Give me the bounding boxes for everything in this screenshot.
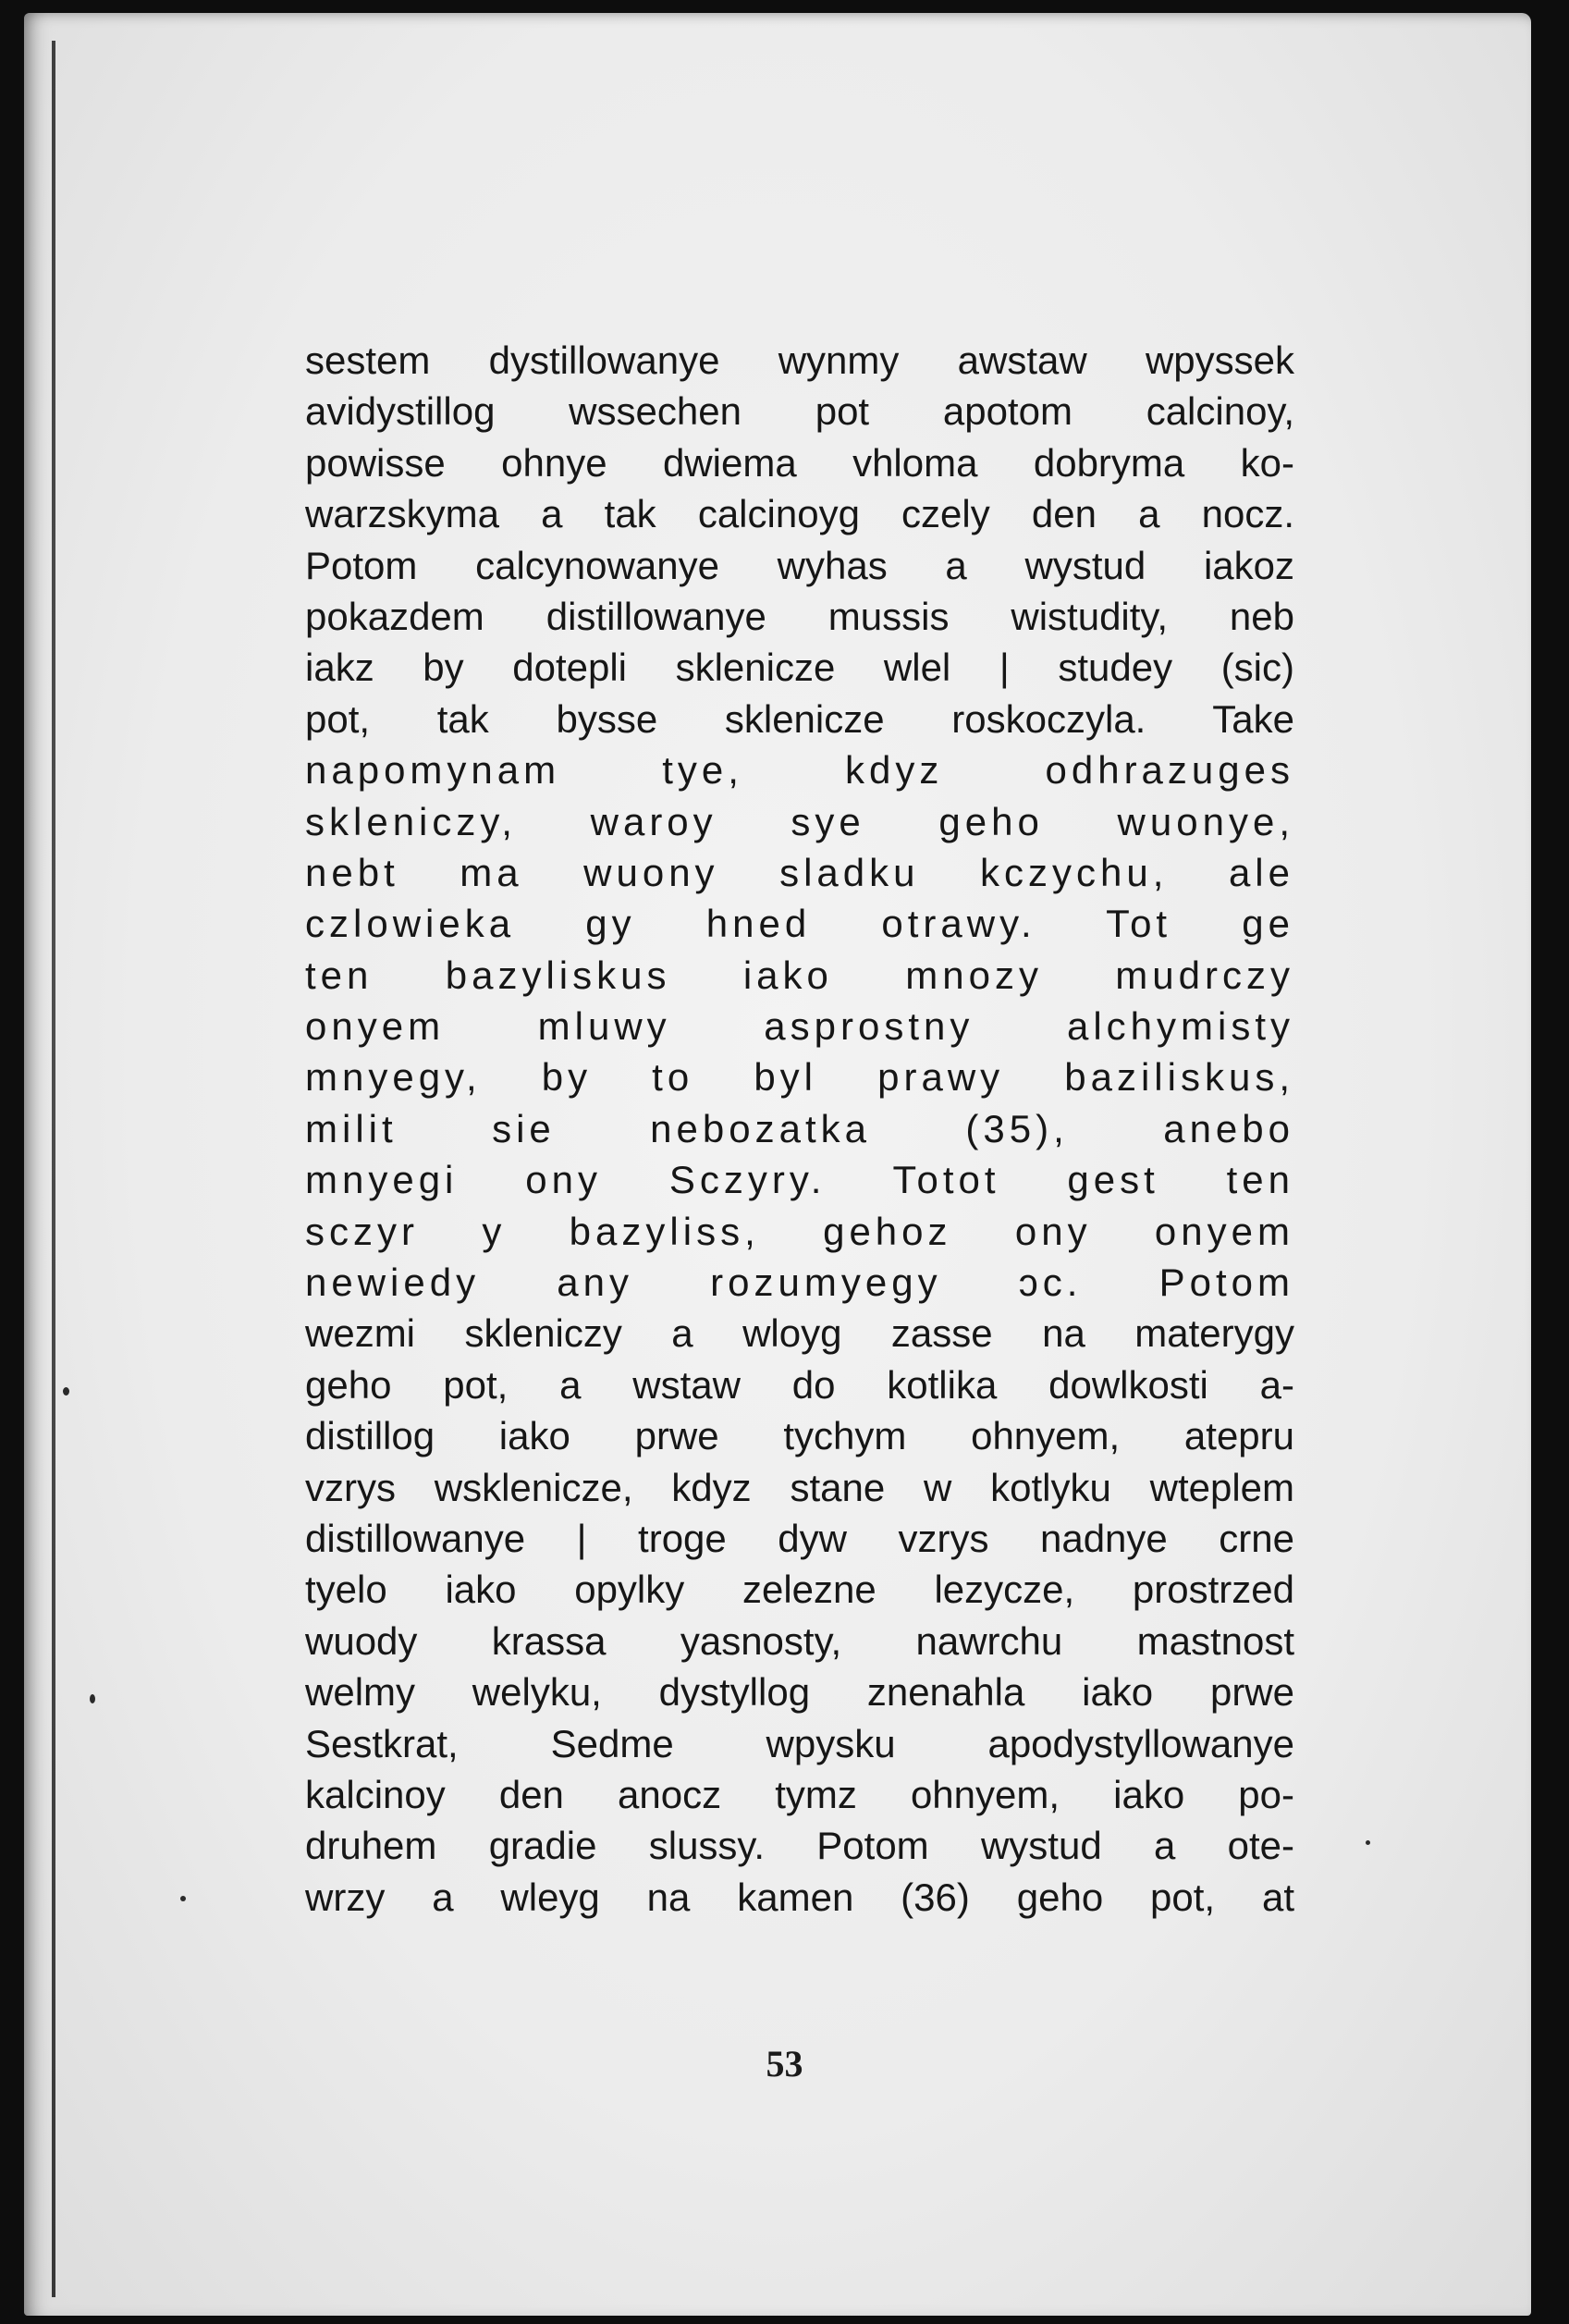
- text-line: ten bazyliskus iako mnozy mudrczy: [305, 953, 1294, 997]
- text-line: mnyegy, by to byl prawy baziliskus,: [305, 1055, 1294, 1100]
- text-line: pot, tak bysse sklenicze roskoczyla. Take: [305, 696, 1294, 741]
- text-line: sestem dystillowanye wynmy awstaw wpyssek: [305, 338, 1294, 382]
- text-line: wuody krassa yasnosty, nawrchu mastnost: [305, 1618, 1294, 1663]
- body-text: [305, 335, 1294, 1923]
- text-line: nebt ma wuony sladku kczychu, ale: [305, 850, 1294, 894]
- text-line: distillog iako prwe tychym ohnyem, atepru: [305, 1414, 1294, 1458]
- text-line: Potom calcynowanye wyhas a wystud iakoz: [305, 543, 1294, 587]
- text-line: wrzy a wleyg na kamen (36) geho pot, at: [305, 1875, 1294, 1919]
- text-line: druhem gradie slussy. Potom wystud a ote-: [305, 1824, 1294, 1868]
- text-line: tyelo iako opylky zelezne lezycze, prostrzed: [305, 1568, 1294, 1612]
- page-number: 53: [766, 2043, 803, 2084]
- text-line: pokazdem distillowanye mussis wistudity, neb: [305, 594, 1294, 638]
- text-line: geho pot, a wstaw do kotlika dowlkosti a-: [305, 1362, 1294, 1407]
- text-line: napomynam tye, kdyz odhrazuges: [305, 748, 1294, 793]
- text-line: sczyr y bazyliss, gehoz ony onyem: [305, 1209, 1294, 1253]
- text-line: czlowieka gy hned otrawy. Tot ge: [305, 902, 1294, 946]
- dust-speck: [180, 1896, 186, 1901]
- text-line: skleniczy, waroy sye geho wuonye,: [305, 799, 1294, 843]
- dust-speck: [90, 1694, 95, 1703]
- text-line: iakz by dotepli sklenicze wlel | studey (sic): [305, 646, 1294, 690]
- text-line: mnyegi ony Sczyry. Totot gest ten: [305, 1158, 1294, 1202]
- text-line: distillowanye | troge dyw vzrys nadnye crne: [305, 1516, 1294, 1560]
- dust-speck: [1366, 1840, 1370, 1845]
- text-line: warzskyma a tak calcinoyg czely den a nocz.: [305, 492, 1294, 536]
- text-line: Sestkrat, Sedme wpysku apodystyllowanye: [305, 1721, 1294, 1765]
- text-line: milit sie nebozatka (35), anebo: [305, 1106, 1294, 1150]
- text-line: powisse ohnye dwiema vhloma dobryma ko-: [305, 440, 1294, 485]
- text-line: vzrys wsklenicze, kdyz stane w kotlyku wteplem: [305, 1465, 1294, 1509]
- text-line: wezmi skleniczy a wloyg zasse na materygy: [305, 1311, 1294, 1356]
- dust-speck: [63, 1387, 69, 1396]
- text-line: avidystillog wssechen pot apotom calcinoy,: [305, 389, 1294, 434]
- text-line: kalcinoy den anocz tymz ohnyem, iako po-: [305, 1772, 1294, 1816]
- text-line: newiedy any rozumyegy ɔc. Potom: [305, 1260, 1294, 1305]
- binding-edge: [52, 41, 55, 2297]
- text-line: welmy welyku, dystyllog znenahla iako prwe: [305, 1670, 1294, 1715]
- text-line: onyem mluwy asprostny alchymisty: [305, 1004, 1294, 1049]
